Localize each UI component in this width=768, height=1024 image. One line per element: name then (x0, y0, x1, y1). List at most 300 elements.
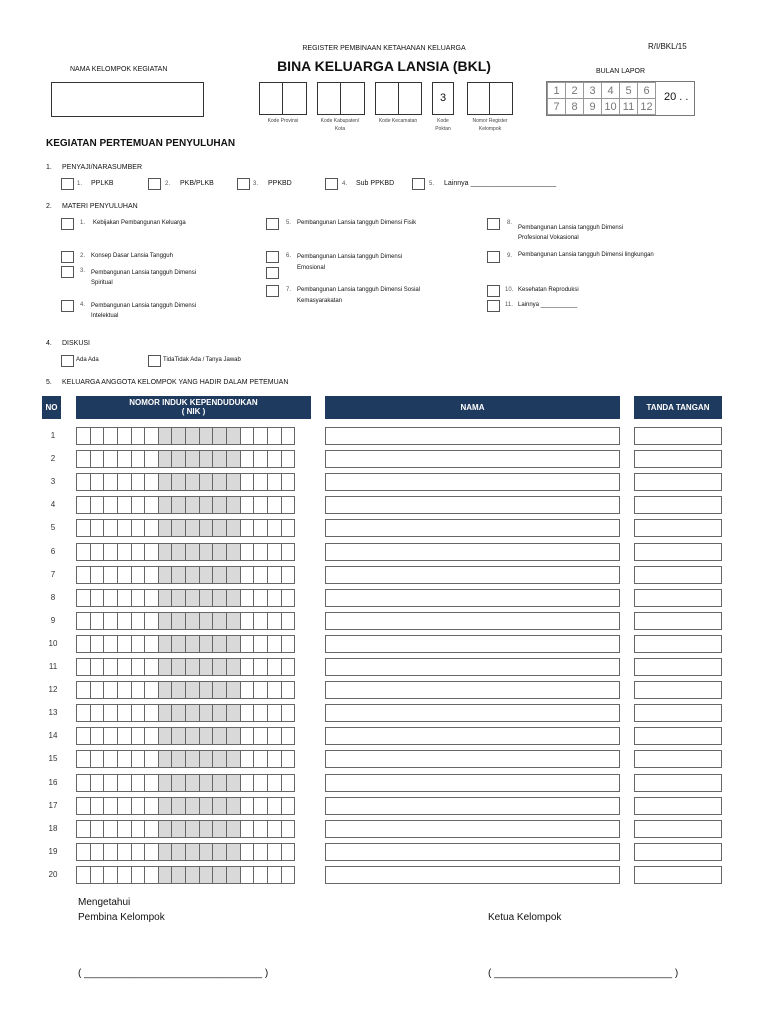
nik-digit-cell[interactable] (212, 589, 227, 607)
nik-digit-cell[interactable] (144, 589, 159, 607)
nik-digit-cell[interactable] (281, 589, 296, 607)
nik-digit-cell[interactable] (281, 843, 296, 861)
nik-digit-cell[interactable] (240, 797, 255, 815)
nik-digit-cell[interactable] (253, 866, 268, 884)
pembina-signature-line[interactable]: ( ________________________________ ) (78, 968, 269, 979)
nama-field[interactable] (325, 704, 620, 722)
nik-digit-cell[interactable] (158, 635, 173, 653)
nik-digit-cell[interactable] (76, 543, 91, 561)
nik-digit-cell[interactable] (226, 866, 241, 884)
nik-digit-cell[interactable] (281, 704, 296, 722)
nik-digit-cell[interactable] (199, 589, 214, 607)
nik-digit-cell[interactable] (281, 635, 296, 653)
nik-digit-cell[interactable] (267, 427, 282, 445)
nik-digit-cell[interactable] (226, 774, 241, 792)
nik-digit-cell[interactable] (131, 658, 146, 676)
nama-field[interactable] (325, 820, 620, 838)
nama-field[interactable] (325, 566, 620, 584)
nik-digit-cell[interactable] (103, 427, 118, 445)
nik-digit-cell[interactable] (131, 450, 146, 468)
diskusi-checkbox-tidak[interactable] (148, 355, 161, 367)
month-8[interactable]: 8 (565, 98, 584, 115)
nik-digit-cell[interactable] (103, 473, 118, 491)
kode-kabupaten-box-1[interactable] (317, 82, 341, 115)
nama-field[interactable] (325, 543, 620, 561)
nik-digit-cell[interactable] (103, 658, 118, 676)
nik-digit-cell[interactable] (158, 843, 173, 861)
tanda-tangan-field[interactable] (634, 797, 722, 815)
materi-label-11[interactable]: Lainnya ___________ (518, 302, 578, 308)
nik-digit-cell[interactable] (131, 704, 146, 722)
nik-digit-cell[interactable] (171, 866, 186, 884)
nik-digit-cell[interactable] (226, 797, 241, 815)
nik-digit-cell[interactable] (199, 566, 214, 584)
nik-digit-cell[interactable] (185, 727, 200, 745)
month-5[interactable]: 5 (619, 82, 638, 99)
nik-digit-cell[interactable] (144, 727, 159, 745)
nik-digit-cell[interactable] (185, 681, 200, 699)
nik-digit-cell[interactable] (185, 589, 200, 607)
nik-digit-cell[interactable] (253, 658, 268, 676)
nik-digit-cell[interactable] (131, 612, 146, 630)
nik-digit-cell[interactable] (144, 774, 159, 792)
nik-digit-cell[interactable] (171, 820, 186, 838)
nik-digit-cell[interactable] (240, 612, 255, 630)
penyaji-checkbox-4[interactable] (325, 178, 338, 190)
nik-digit-cell[interactable] (158, 658, 173, 676)
nik-digit-cell[interactable] (117, 727, 132, 745)
nik-digit-cell[interactable] (171, 519, 186, 537)
nik-digit-cell[interactable] (253, 681, 268, 699)
nik-digit-cell[interactable] (267, 774, 282, 792)
tanda-tangan-field[interactable] (634, 866, 722, 884)
nik-digit-cell[interactable] (267, 519, 282, 537)
month-12[interactable]: 12 (637, 98, 656, 115)
kode-kecamatan-box-2[interactable] (398, 82, 422, 115)
nik-digit-cell[interactable] (158, 427, 173, 445)
nik-digit-cell[interactable] (103, 450, 118, 468)
nama-field[interactable] (325, 750, 620, 768)
nik-digit-cell[interactable] (90, 519, 105, 537)
tanda-tangan-field[interactable] (634, 612, 722, 630)
nik-digit-cell[interactable] (226, 589, 241, 607)
nik-digit-cell[interactable] (144, 543, 159, 561)
nik-field[interactable] (76, 450, 294, 468)
nik-digit-cell[interactable] (240, 450, 255, 468)
penyaji-label-5[interactable]: Lainnya ______________________ (444, 180, 557, 187)
month-2[interactable]: 2 (565, 82, 584, 99)
nama-field[interactable] (325, 427, 620, 445)
tanda-tangan-field[interactable] (634, 496, 722, 514)
nik-digit-cell[interactable] (253, 473, 268, 491)
nik-digit-cell[interactable] (281, 496, 296, 514)
nik-digit-cell[interactable] (281, 612, 296, 630)
nik-digit-cell[interactable] (158, 727, 173, 745)
nik-digit-cell[interactable] (253, 774, 268, 792)
ketua-signature-line[interactable]: ( ________________________________ ) (488, 968, 679, 979)
nik-digit-cell[interactable] (253, 843, 268, 861)
nik-digit-cell[interactable] (240, 681, 255, 699)
nik-digit-cell[interactable] (158, 589, 173, 607)
nik-digit-cell[interactable] (144, 519, 159, 537)
nik-digit-cell[interactable] (212, 427, 227, 445)
nik-digit-cell[interactable] (103, 635, 118, 653)
nik-digit-cell[interactable] (158, 866, 173, 884)
nik-digit-cell[interactable] (253, 543, 268, 561)
kode-provinsi-box-1[interactable] (259, 82, 283, 115)
nik-digit-cell[interactable] (185, 797, 200, 815)
nik-digit-cell[interactable] (158, 797, 173, 815)
nik-digit-cell[interactable] (76, 681, 91, 699)
nik-digit-cell[interactable] (131, 589, 146, 607)
nik-digit-cell[interactable] (185, 750, 200, 768)
materi-checkbox-8[interactable] (487, 218, 500, 230)
nik-digit-cell[interactable] (131, 750, 146, 768)
tanda-tangan-field[interactable] (634, 750, 722, 768)
nik-field[interactable] (76, 727, 294, 745)
nik-field[interactable] (76, 658, 294, 676)
materi-checkbox-6b[interactable] (266, 267, 279, 279)
nomor-register-box-2[interactable] (489, 82, 513, 115)
nik-digit-cell[interactable] (131, 635, 146, 653)
nik-digit-cell[interactable] (212, 612, 227, 630)
nik-digit-cell[interactable] (90, 750, 105, 768)
tanda-tangan-field[interactable] (634, 427, 722, 445)
nik-digit-cell[interactable] (253, 427, 268, 445)
nik-digit-cell[interactable] (144, 450, 159, 468)
tanda-tangan-field[interactable] (634, 635, 722, 653)
nik-digit-cell[interactable] (117, 750, 132, 768)
nik-digit-cell[interactable] (171, 843, 186, 861)
nik-digit-cell[interactable] (171, 427, 186, 445)
nik-digit-cell[interactable] (253, 612, 268, 630)
nik-digit-cell[interactable] (281, 681, 296, 699)
nomor-register-box-1[interactable] (467, 82, 490, 115)
nik-digit-cell[interactable] (158, 681, 173, 699)
nik-digit-cell[interactable] (281, 727, 296, 745)
nik-field[interactable] (76, 797, 294, 815)
nik-digit-cell[interactable] (212, 450, 227, 468)
nik-digit-cell[interactable] (267, 658, 282, 676)
nik-digit-cell[interactable] (212, 727, 227, 745)
nik-digit-cell[interactable] (240, 727, 255, 745)
nik-digit-cell[interactable] (267, 589, 282, 607)
nik-digit-cell[interactable] (253, 450, 268, 468)
nik-digit-cell[interactable] (171, 589, 186, 607)
nik-digit-cell[interactable] (240, 566, 255, 584)
nik-field[interactable] (76, 820, 294, 838)
nik-digit-cell[interactable] (144, 820, 159, 838)
month-1[interactable]: 1 (547, 82, 566, 99)
nik-digit-cell[interactable] (267, 566, 282, 584)
nik-digit-cell[interactable] (199, 427, 214, 445)
nik-digit-cell[interactable] (103, 566, 118, 584)
nik-digit-cell[interactable] (117, 635, 132, 653)
nik-digit-cell[interactable] (253, 727, 268, 745)
nik-digit-cell[interactable] (226, 496, 241, 514)
nik-digit-cell[interactable] (90, 797, 105, 815)
nik-digit-cell[interactable] (103, 496, 118, 514)
nik-digit-cell[interactable] (199, 704, 214, 722)
nik-digit-cell[interactable] (76, 658, 91, 676)
nik-digit-cell[interactable] (199, 797, 214, 815)
nik-digit-cell[interactable] (103, 681, 118, 699)
nik-digit-cell[interactable] (185, 866, 200, 884)
nik-field[interactable] (76, 519, 294, 537)
nik-digit-cell[interactable] (253, 635, 268, 653)
nik-digit-cell[interactable] (185, 519, 200, 537)
nik-digit-cell[interactable] (226, 543, 241, 561)
materi-checkbox-4[interactable] (61, 300, 74, 312)
nik-digit-cell[interactable] (253, 589, 268, 607)
nik-digit-cell[interactable] (199, 774, 214, 792)
nik-digit-cell[interactable] (103, 774, 118, 792)
nik-digit-cell[interactable] (240, 589, 255, 607)
tanda-tangan-field[interactable] (634, 566, 722, 584)
nik-digit-cell[interactable] (144, 797, 159, 815)
nik-digit-cell[interactable] (267, 612, 282, 630)
materi-checkbox-6[interactable] (266, 251, 279, 263)
nik-digit-cell[interactable] (158, 704, 173, 722)
nik-digit-cell[interactable] (144, 496, 159, 514)
nik-digit-cell[interactable] (253, 820, 268, 838)
nik-digit-cell[interactable] (90, 866, 105, 884)
nik-digit-cell[interactable] (144, 681, 159, 699)
nik-digit-cell[interactable] (199, 496, 214, 514)
nik-digit-cell[interactable] (131, 496, 146, 514)
nik-digit-cell[interactable] (185, 450, 200, 468)
nik-field[interactable] (76, 496, 294, 514)
nik-digit-cell[interactable] (212, 473, 227, 491)
materi-checkbox-9[interactable] (487, 251, 500, 263)
nik-digit-cell[interactable] (253, 519, 268, 537)
nik-digit-cell[interactable] (199, 681, 214, 699)
nik-digit-cell[interactable] (185, 704, 200, 722)
tanda-tangan-field[interactable] (634, 704, 722, 722)
nik-digit-cell[interactable] (240, 774, 255, 792)
nik-field[interactable] (76, 473, 294, 491)
nik-digit-cell[interactable] (171, 681, 186, 699)
nik-digit-cell[interactable] (267, 473, 282, 491)
nik-digit-cell[interactable] (267, 820, 282, 838)
nik-digit-cell[interactable] (117, 450, 132, 468)
nik-digit-cell[interactable] (117, 612, 132, 630)
nik-digit-cell[interactable] (76, 774, 91, 792)
nik-digit-cell[interactable] (158, 543, 173, 561)
tanda-tangan-field[interactable] (634, 820, 722, 838)
nik-digit-cell[interactable] (212, 750, 227, 768)
nik-digit-cell[interactable] (226, 843, 241, 861)
nik-digit-cell[interactable] (171, 774, 186, 792)
nik-digit-cell[interactable] (103, 589, 118, 607)
nik-digit-cell[interactable] (117, 681, 132, 699)
nik-digit-cell[interactable] (90, 589, 105, 607)
nik-digit-cell[interactable] (240, 820, 255, 838)
nik-digit-cell[interactable] (117, 704, 132, 722)
nama-field[interactable] (325, 774, 620, 792)
kode-kecamatan-box-1[interactable] (375, 82, 399, 115)
nik-digit-cell[interactable] (131, 681, 146, 699)
nik-digit-cell[interactable] (117, 866, 132, 884)
nik-digit-cell[interactable] (158, 473, 173, 491)
materi-checkbox-10[interactable] (487, 285, 500, 297)
nik-digit-cell[interactable] (144, 750, 159, 768)
nik-digit-cell[interactable] (90, 727, 105, 745)
nik-digit-cell[interactable] (131, 473, 146, 491)
nik-digit-cell[interactable] (267, 450, 282, 468)
nik-digit-cell[interactable] (144, 658, 159, 676)
nik-digit-cell[interactable] (90, 543, 105, 561)
nik-digit-cell[interactable] (267, 727, 282, 745)
nik-digit-cell[interactable] (212, 566, 227, 584)
nik-digit-cell[interactable] (281, 519, 296, 537)
nik-digit-cell[interactable] (185, 843, 200, 861)
nik-digit-cell[interactable] (185, 496, 200, 514)
nik-digit-cell[interactable] (103, 797, 118, 815)
nik-digit-cell[interactable] (267, 635, 282, 653)
nik-field[interactable] (76, 843, 294, 861)
nik-digit-cell[interactable] (76, 589, 91, 607)
nik-digit-cell[interactable] (144, 612, 159, 630)
nik-digit-cell[interactable] (199, 450, 214, 468)
nik-digit-cell[interactable] (226, 473, 241, 491)
nik-digit-cell[interactable] (131, 866, 146, 884)
nik-digit-cell[interactable] (240, 519, 255, 537)
nik-digit-cell[interactable] (226, 704, 241, 722)
nama-field[interactable] (325, 797, 620, 815)
nik-digit-cell[interactable] (240, 866, 255, 884)
nik-digit-cell[interactable] (90, 612, 105, 630)
nik-digit-cell[interactable] (144, 843, 159, 861)
nik-digit-cell[interactable] (199, 750, 214, 768)
nik-digit-cell[interactable] (212, 797, 227, 815)
nik-digit-cell[interactable] (267, 496, 282, 514)
nik-digit-cell[interactable] (76, 820, 91, 838)
nik-digit-cell[interactable] (281, 543, 296, 561)
nik-digit-cell[interactable] (117, 519, 132, 537)
nik-digit-cell[interactable] (117, 774, 132, 792)
nik-digit-cell[interactable] (103, 866, 118, 884)
nik-digit-cell[interactable] (212, 774, 227, 792)
nik-digit-cell[interactable] (212, 704, 227, 722)
penyaji-checkbox-2[interactable] (148, 178, 161, 190)
nama-field[interactable] (325, 681, 620, 699)
nik-digit-cell[interactable] (240, 543, 255, 561)
nik-digit-cell[interactable] (240, 658, 255, 676)
nama-field[interactable] (325, 519, 620, 537)
nik-digit-cell[interactable] (158, 566, 173, 584)
nik-digit-cell[interactable] (281, 566, 296, 584)
nik-digit-cell[interactable] (171, 612, 186, 630)
nik-digit-cell[interactable] (90, 843, 105, 861)
tanda-tangan-field[interactable] (634, 774, 722, 792)
nik-field[interactable] (76, 704, 294, 722)
nik-digit-cell[interactable] (103, 519, 118, 537)
nik-digit-cell[interactable] (90, 496, 105, 514)
nama-field[interactable] (325, 727, 620, 745)
nik-field[interactable] (76, 589, 294, 607)
nik-digit-cell[interactable] (171, 704, 186, 722)
nik-digit-cell[interactable] (226, 427, 241, 445)
nik-digit-cell[interactable] (199, 635, 214, 653)
nik-digit-cell[interactable] (212, 820, 227, 838)
nik-digit-cell[interactable] (199, 820, 214, 838)
nik-digit-cell[interactable] (281, 866, 296, 884)
nik-field[interactable] (76, 681, 294, 699)
nik-digit-cell[interactable] (281, 750, 296, 768)
nik-digit-cell[interactable] (185, 566, 200, 584)
month-4[interactable]: 4 (601, 82, 620, 99)
nik-digit-cell[interactable] (103, 820, 118, 838)
nik-digit-cell[interactable] (76, 496, 91, 514)
nik-digit-cell[interactable] (76, 519, 91, 537)
nik-digit-cell[interactable] (131, 427, 146, 445)
nik-digit-cell[interactable] (199, 843, 214, 861)
nik-digit-cell[interactable] (171, 635, 186, 653)
nik-digit-cell[interactable] (199, 612, 214, 630)
tanda-tangan-field[interactable] (634, 473, 722, 491)
nik-digit-cell[interactable] (131, 543, 146, 561)
nik-digit-cell[interactable] (76, 635, 91, 653)
nik-digit-cell[interactable] (226, 658, 241, 676)
nik-digit-cell[interactable] (144, 566, 159, 584)
nik-field[interactable] (76, 866, 294, 884)
nik-digit-cell[interactable] (103, 543, 118, 561)
nik-digit-cell[interactable] (185, 473, 200, 491)
penyaji-checkbox-3[interactable] (237, 178, 250, 190)
nik-digit-cell[interactable] (90, 473, 105, 491)
nik-digit-cell[interactable] (171, 658, 186, 676)
tanda-tangan-field[interactable] (634, 589, 722, 607)
nik-digit-cell[interactable] (158, 496, 173, 514)
nik-digit-cell[interactable] (117, 427, 132, 445)
diskusi-checkbox-ada[interactable] (61, 355, 74, 367)
nik-digit-cell[interactable] (185, 635, 200, 653)
nik-field[interactable] (76, 566, 294, 584)
nik-digit-cell[interactable] (171, 750, 186, 768)
nik-field[interactable] (76, 635, 294, 653)
nik-digit-cell[interactable] (185, 427, 200, 445)
nik-digit-cell[interactable] (103, 843, 118, 861)
nik-digit-cell[interactable] (240, 496, 255, 514)
tanda-tangan-field[interactable] (634, 658, 722, 676)
nik-digit-cell[interactable] (117, 543, 132, 561)
nama-field[interactable] (325, 450, 620, 468)
nik-digit-cell[interactable] (240, 635, 255, 653)
nik-digit-cell[interactable] (131, 797, 146, 815)
tanda-tangan-field[interactable] (634, 450, 722, 468)
nama-field[interactable] (325, 635, 620, 653)
tanda-tangan-field[interactable] (634, 843, 722, 861)
nik-digit-cell[interactable] (267, 843, 282, 861)
nik-digit-cell[interactable] (144, 704, 159, 722)
nik-digit-cell[interactable] (226, 519, 241, 537)
nik-digit-cell[interactable] (253, 750, 268, 768)
nik-digit-cell[interactable] (267, 681, 282, 699)
nik-digit-cell[interactable] (76, 750, 91, 768)
nik-digit-cell[interactable] (117, 589, 132, 607)
nik-digit-cell[interactable] (90, 774, 105, 792)
nama-field[interactable] (325, 658, 620, 676)
nik-digit-cell[interactable] (281, 797, 296, 815)
nik-digit-cell[interactable] (171, 727, 186, 745)
tanda-tangan-field[interactable] (634, 543, 722, 561)
nik-digit-cell[interactable] (226, 635, 241, 653)
tanda-tangan-field[interactable] (634, 681, 722, 699)
penyaji-checkbox-1[interactable] (61, 178, 74, 190)
nik-digit-cell[interactable] (212, 658, 227, 676)
nama-field[interactable] (325, 866, 620, 884)
